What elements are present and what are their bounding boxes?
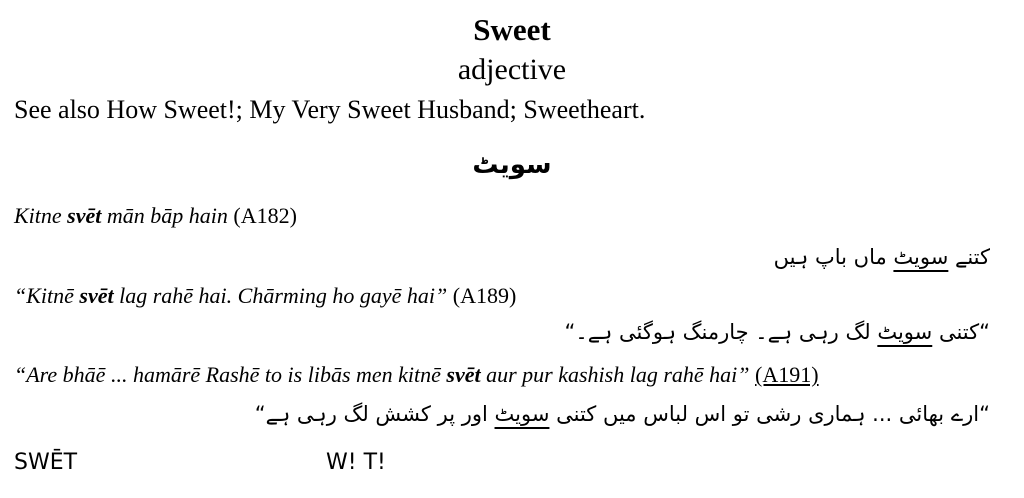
example-3-transliteration [14, 362, 819, 388]
example-1-urdu [774, 245, 990, 269]
example-3-urdu-pre: “ارے بھائی ... ہماری رشی تو اس لباس میں کتنی [549, 402, 990, 426]
example-3-pre: “Are bhāē ... hamārē Rashē to is libās men kitnē [14, 362, 447, 387]
example-1-urdu-pre: کتنے [948, 245, 990, 269]
example-2-keyword: svēt [79, 283, 114, 308]
example-3-ref: (A191) [755, 362, 819, 387]
see-also-line: See also How Sweet!; My Very Sweet Husband; Sweetheart. [14, 95, 646, 124]
example-2-urdu-pre: “کتنی [932, 320, 990, 344]
example-3-urdu [255, 402, 990, 426]
urdu-headword: سویٹ [472, 150, 552, 180]
example-2-pre: “Kitnē [14, 283, 80, 308]
example-3-urdu-post: اور پر کشش لگ رہی ہے“ [254, 402, 495, 426]
example-2-transliteration [14, 283, 516, 309]
part-of-speech: adjective [457, 53, 567, 86]
example-3-post: aur pur kashish lag rahē hai” [480, 362, 756, 387]
example-1-urdu-keyword: سویٹ [893, 245, 949, 269]
example-1-transliteration [14, 203, 297, 229]
example-2-urdu-keyword: سویٹ [877, 320, 933, 344]
example-1-urdu-post: ماں باپ ہیں [773, 245, 894, 269]
example-2-post: lag rahē hai. Chārming ho gayē hai” [113, 283, 453, 308]
example-2-urdu-post: لگ رہی ہے۔ چارمنگ ہوگئی ہے۔“ [564, 320, 878, 344]
pronunciation-left: SWĒT [14, 450, 78, 475]
example-3-keyword: svēt [446, 362, 481, 387]
example-1-ref: (A182) [233, 203, 297, 228]
pronunciation-right: W! T! [326, 450, 386, 475]
example-2-ref: (A189) [452, 283, 517, 308]
example-1-pre: Kitne [14, 203, 68, 228]
entry-title: Sweet [473, 12, 551, 47]
example-1-keyword: svēt [67, 203, 102, 228]
example-1-post: mān bāp hain [101, 203, 234, 228]
example-2-urdu [565, 320, 990, 344]
example-3-urdu-keyword: سویٹ [494, 402, 550, 426]
